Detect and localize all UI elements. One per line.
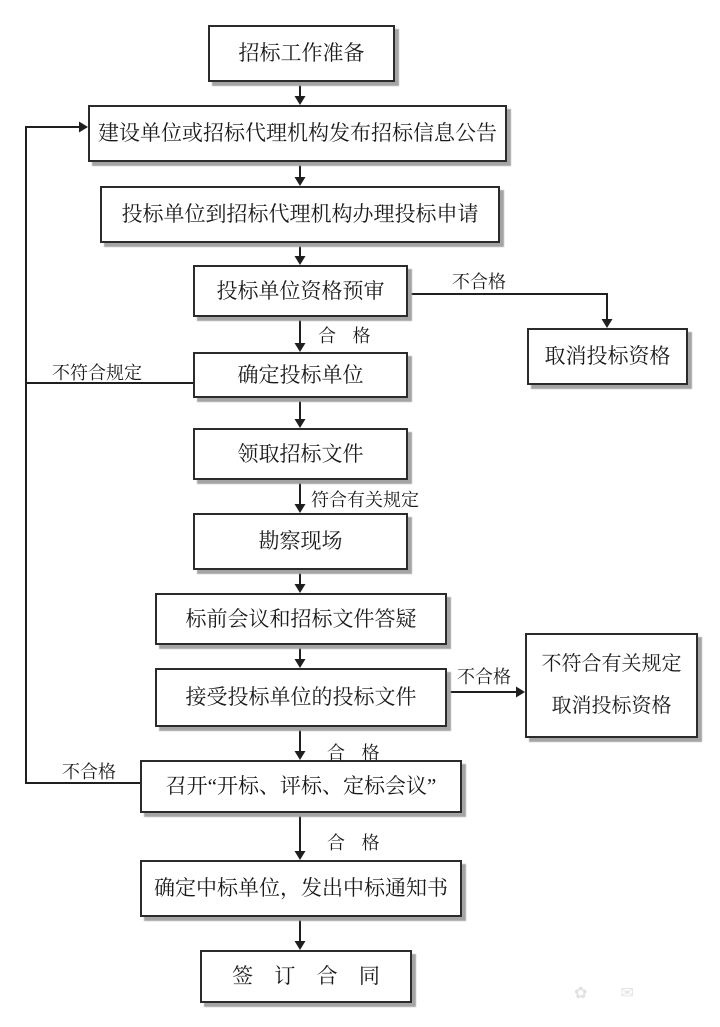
node-cancel-nonconform-line2: 取消投标资格: [551, 695, 672, 717]
arrowhead: [295, 177, 306, 186]
edge-label-qualified-after-prequalify: 合 格: [318, 326, 377, 346]
node-receive-bids: 接受投标单位的投标文件: [155, 668, 447, 727]
node-sign-contract: 签 订 合 同: [200, 950, 412, 1003]
edge-label-qualified-after-meeting: 合 格: [327, 833, 386, 853]
arrowhead: [295, 343, 306, 352]
arrowhead: [295, 751, 306, 760]
node-get-documents: 领取招标文件: [193, 428, 408, 480]
arrowhead: [295, 851, 306, 860]
node-cancel-qualification: 取消投标资格: [527, 328, 688, 385]
edge-label-unqualified-prequalify: 不合格: [452, 272, 506, 292]
node-site-survey: 勘察现场: [193, 513, 408, 570]
arrowhead: [602, 319, 613, 328]
edge-label-conform-regulation: 符合有关规定: [311, 490, 419, 510]
node-pre-bid-meeting: 标前会议和招标文件答疑: [155, 593, 447, 645]
arrowhead: [295, 659, 306, 668]
node-cancel-nonconform-line1: 不符合有关规定: [541, 653, 682, 675]
node-bid-open-meeting: 召开“开标、评标、定标会议”: [140, 760, 462, 813]
edge-label-unqualified-meeting: 不合格: [62, 762, 116, 782]
node-prepare: 招标工作准备: [208, 25, 395, 82]
node-award-notice: 确定中标单位，发出中标通知书: [140, 860, 462, 917]
arrowhead: [295, 419, 306, 428]
arrowhead: [295, 504, 306, 513]
node-announce: 建设单位或招标代理机构发布招标信息公告: [88, 105, 507, 162]
node-apply: 投标单位到招标代理机构办理投标申请: [100, 186, 500, 243]
edge-label-nonconforming-regulation: 不符合规定: [52, 363, 142, 383]
watermark-icon: ✿ ✉: [574, 983, 648, 1002]
edge-label-unqualified-receive: 不合格: [457, 667, 511, 687]
arrowhead: [295, 256, 306, 265]
node-confirm-bidder: 确定投标单位: [193, 352, 408, 398]
connector-prequalify-cancel: [408, 294, 607, 320]
arrowhead: [295, 941, 306, 950]
arrowhead: [516, 687, 525, 698]
node-prequalify: 投标单位资格预审: [193, 265, 408, 317]
arrowhead: [295, 584, 306, 593]
edge-label-qualified-after-receive: 合 格: [327, 743, 386, 763]
arrowhead: [79, 122, 88, 133]
node-cancel-nonconform: [525, 633, 698, 738]
arrowhead: [295, 96, 306, 105]
